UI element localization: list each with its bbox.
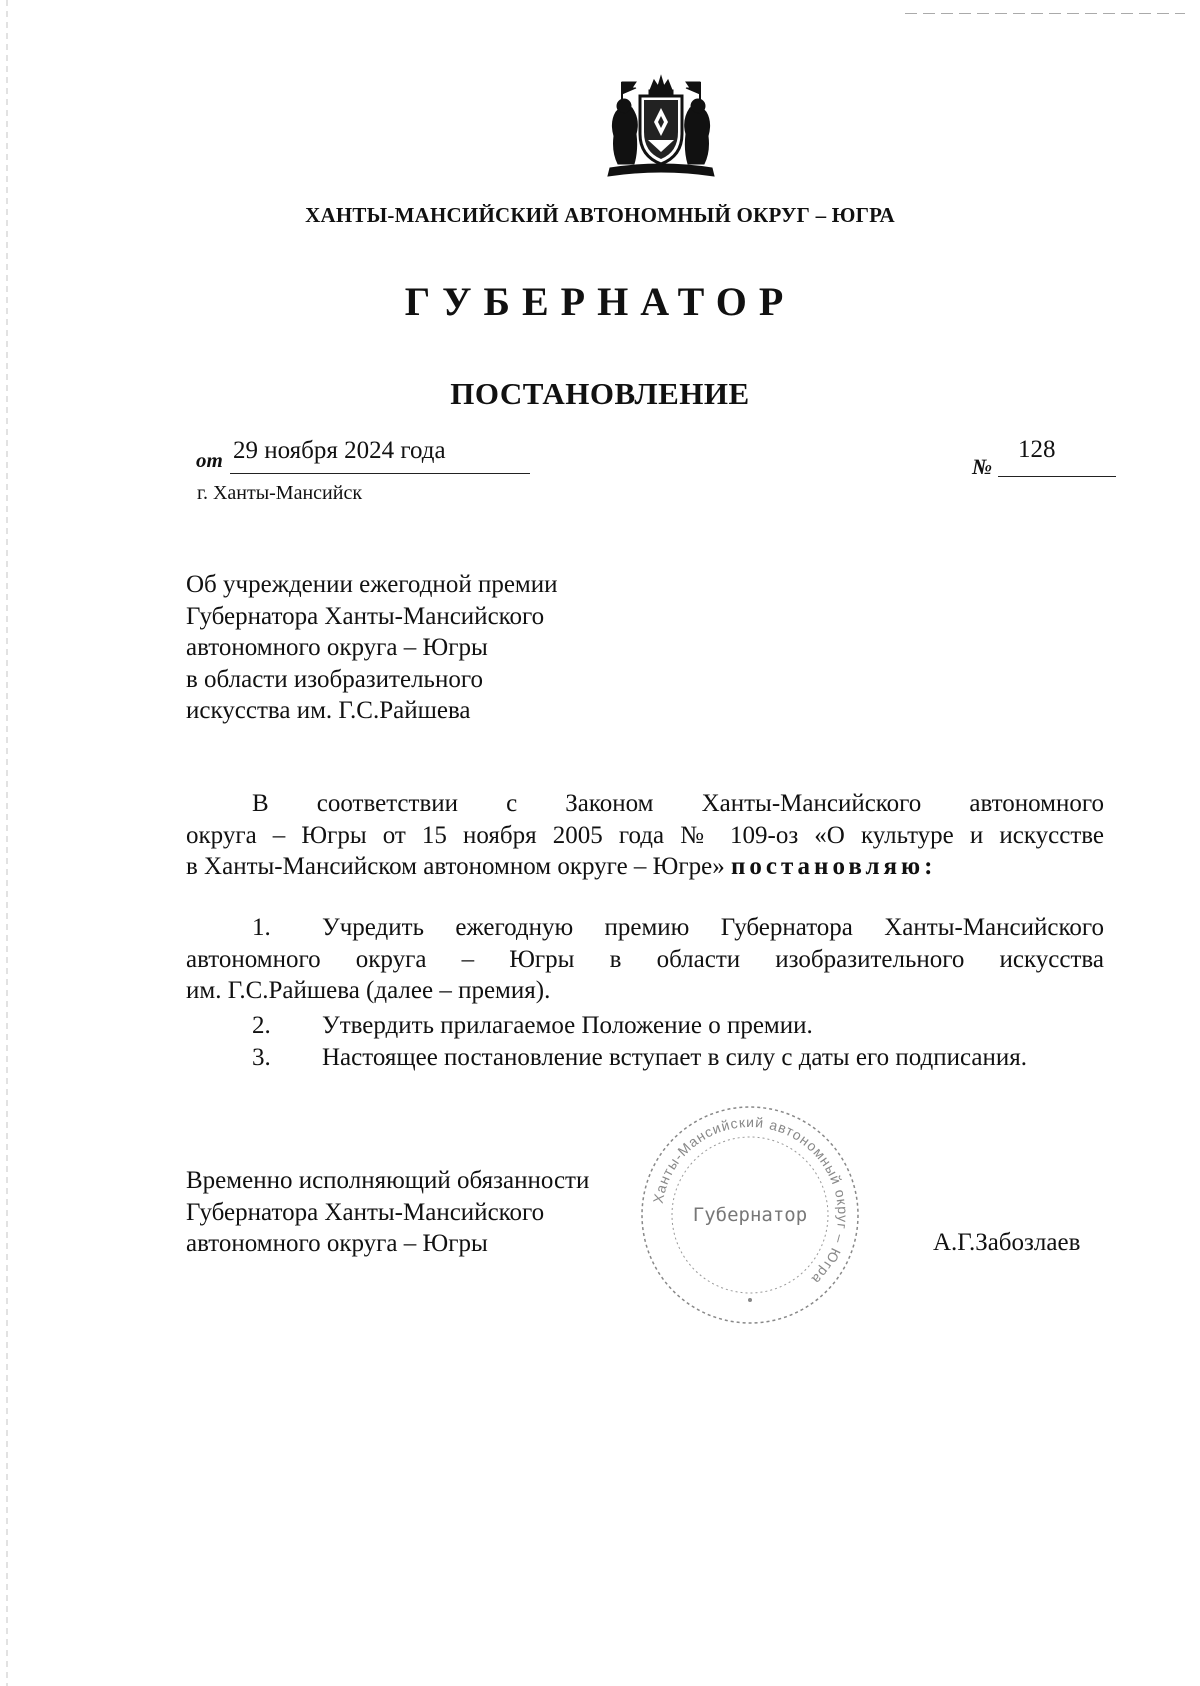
item-number: 2.: [252, 1012, 271, 1039]
item-number: 1.: [252, 914, 271, 941]
item-line: им. Г.С.Райшева (далее – премия).: [186, 977, 551, 1004]
coat-of-arms-icon: [602, 72, 720, 182]
document-date: 29 ноября 2024 года: [233, 437, 446, 464]
region-name: ХАНТЫ-МАНСИЙСКИЙ АВТОНОМНЫЙ ОКРУГ – ЮГРА: [305, 203, 895, 227]
item-text: Учредить ежегодную премию Губернатора Ханты-Мансийского: [322, 914, 1104, 941]
document-number: 128: [1018, 436, 1056, 463]
scan-edge-top: [905, 13, 1185, 14]
title-line: искусства им. Г.С.Райшева: [186, 697, 471, 724]
item-text: Утвердить прилагаемое Положение о премии.: [322, 1012, 813, 1039]
position-line: Временно исполняющий обязанности: [186, 1167, 590, 1194]
document-title: [186, 569, 558, 727]
preamble: [186, 788, 1104, 883]
item-text: Настоящее постановление вступает в силу с даты его подписания.: [322, 1044, 1027, 1071]
document-type-heading: ПОСТАНОВЛЕНИЕ: [450, 376, 750, 411]
signatory-name: А.Г.Забозлаев: [933, 1229, 1081, 1256]
stamp-ring-text: Ханты-Мансийский автономный округ – Югра: [649, 1113, 852, 1289]
preamble-line-last: [186, 851, 1104, 883]
title-line: Губернатора Ханты-Мансийского: [186, 602, 545, 630]
list-item: [186, 1010, 1104, 1042]
authority-heading: ГУБЕРНАТОР: [404, 279, 796, 324]
official-stamp: [635, 1100, 865, 1330]
title-line: Об учреждении ежегодной премии: [186, 571, 558, 598]
date-underline: [230, 473, 530, 474]
preamble-line: округа – Югры от 15 ноября 2005 года № 109-оз «О культуре и искусстве: [186, 821, 1104, 849]
item-number: 3.: [252, 1044, 271, 1071]
preamble-line: в Ханты-Мансийском автономном округе – Югре»: [186, 853, 725, 880]
stamp-center-text: Губернатор: [692, 1204, 808, 1226]
item-line: [186, 1042, 1104, 1074]
item-line: [186, 1010, 1104, 1042]
resolve-word: постановляю:: [730, 853, 937, 880]
item-line: автономного округа – Югры в области изобразительного искусства: [186, 945, 1104, 973]
title-line: автономного округа – Югры: [186, 634, 488, 661]
signatory-position: [186, 1165, 589, 1260]
position-line: автономного округа – Югры: [186, 1230, 488, 1257]
preamble-line: В соответствии с Законом Ханты-Мансийского автономного: [252, 790, 1104, 817]
scan-edge-left: [6, 0, 8, 1686]
number-underline: [998, 476, 1116, 477]
item-line: [186, 912, 1104, 944]
number-sign: №: [972, 454, 993, 479]
title-line: в области изобразительного: [186, 665, 483, 693]
date-prefix: от: [196, 448, 223, 472]
city-name: г. Ханты-Мансийск: [197, 482, 363, 504]
list-item: [186, 912, 1104, 1007]
position-line: Губернатора Ханты-Мансийского: [186, 1198, 545, 1226]
list-item: [186, 1042, 1104, 1074]
svg-text:Ханты-Мансийский автономный ок: [650, 1114, 851, 1288]
